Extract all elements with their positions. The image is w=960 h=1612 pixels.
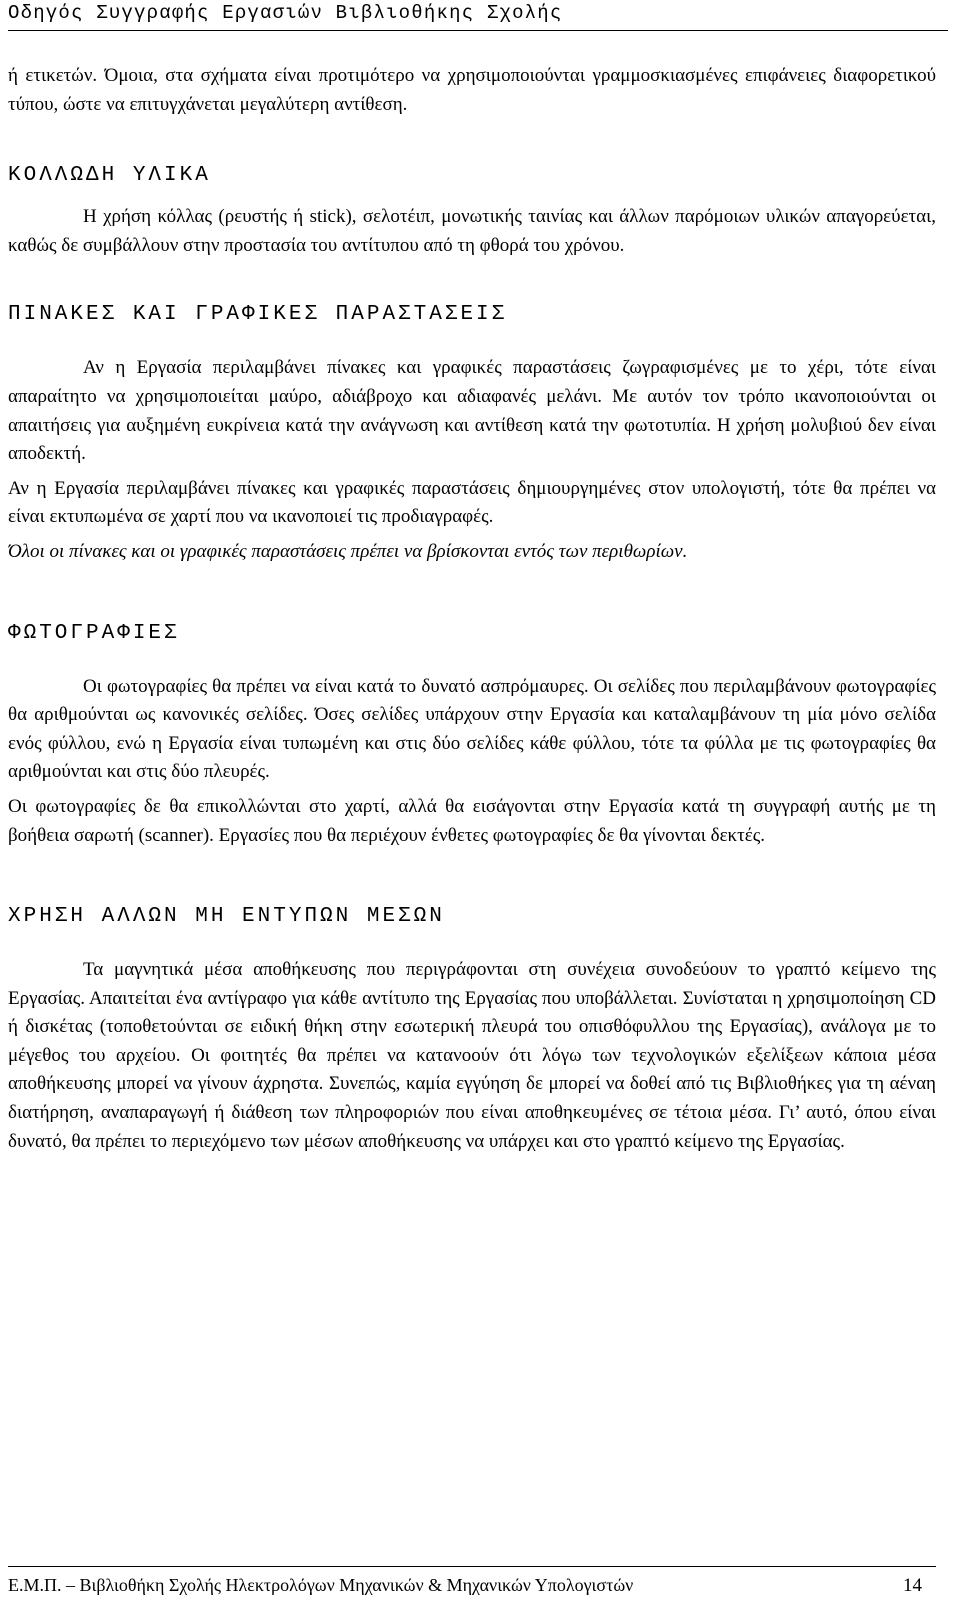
page-body (8, 62, 936, 1156)
photos-paragraph-2: Οι φωτογραφίες δε θα επικολλώνται στο χαρτί, αλλά θα εισάγονται στην Εργασία κατά τη συγγραφή αυτής με τη βοήθεια σαρωτή (scanner). Εργασίες που θα περιέχουν ένθετες φωτογραφίες δε θα γίνονται δεκτές. (8, 795, 936, 846)
tables-paragraph-1: Αν η Εργασία περιλαμβάνει πίνακες και γραφικές παραστάσεις ζωγραφισμένες με το χέρι, τότε είναι απαραίτητο να χρησιμοποιείται μαύρο, αδιάβροχο και αδιαφανές μελάνι. Με αυτόν τον τρόπο ικανοποιούνται οι απαιτήσεις για αυξημένη ευκρίνεια κατά την ανάγνωση και αντίθεση κατά την φωτοτυπία. Η χρήση μολυβιού δεν είναι αποδεκτή. (8, 357, 936, 465)
footer-text: Ε.Μ.Π. – Βιβλιοθήκη Σχολής Ηλεκτρολόγων Μηχανικών & Μηχανικών Υπολογιστών (8, 1575, 634, 1595)
glue-paragraph: Η χρήση κόλλας (ρευστής ή stick), σελοτέιπ, μονωτικής ταινίας και άλλων παρόμοιων υλικών απαγορεύεται, καθώς δε συμβάλλουν στην προστασία του αντίτυπου από τη φθορά του χρόνου. (8, 206, 936, 256)
section-heading-photos: ΦΩΤΟΓΡΑΦΙΕΣ (8, 621, 180, 645)
tables-paragraph-3: Όλοι οι πίνακες και οι γραφικές παραστάσεις πρέπει να βρίσκονται εντός των περιθωρίων. (8, 540, 688, 562)
section-heading-tables: ΠΙΝΑΚΕΣ ΚΑΙ ΓΡΑΦΙΚΕΣ ΠΑΡΑΣΤΑΣΕΙΣ (8, 303, 508, 327)
intro-paragraph: ή ετικετών. Όμοια, στα σχήματα είναι προτιμότερο να χρησιμοποιούνται γραμμοσκιασμένες επιφάνειες διαφορετικού τύπου, ώστε να επιτυγχάνεται μεγαλύτερη αντίθεση. (8, 65, 936, 115)
media-paragraph: Τα μαγνητικά μέσα αποθήκευσης που περιγράφονται στη συνέχεια συνοδεύουν το γραπτό κείμενο της Εργασίας. Απαιτείται ένα αντίγραφο για κάθε αντίτυπο της Εργασίας που υποβάλλεται. Συνίσταται η χρησιμοποίηση CD ή δισκέτας (τοποθετούνται σε ειδική θήκη στην εσωτερική πλευρά του οπισθόφυλλου της Εργασίας), ανάλογα με το μέγεθος του αρχείου. Οι φοιτητές θα πρέπει να κατανοούν ότι λόγω των τεχνολογικών εξελίξεων κάποια μέσα αποθήκευσης μπορεί να γίνουν άχρηστα. Συνεπώς, καμία εγγύηση δε μπορεί να δοθεί από τις Βιβλιοθήκες για τη αέναη διατήρηση, αναπαραγωγή ή διάθεση των πληροφοριών που είναι αποθηκευμένες σε τέτοια μέσα. Γι’ αυτό, όπου είναι δυνατό, θα πρέπει το περιεχόμενο των μέσων αποθήκευσης να υπάρχει και στο γραπτό κείμενο της Εργασίας. (8, 959, 936, 1152)
page-number: 14 (903, 1575, 922, 1596)
section-heading-glue: ΚΟΛΛΩΔΗ ΥΛΙΚΑ (8, 164, 211, 188)
tables-paragraph-2: Αν η Εργασία περιλαμβάνει πίνακες και γραφικές παραστάσεις δημιουργημένες στον υπολογιστή, τότε θα πρέπει να είναι εκτυπωμένα σε χαρτί που να ικανοποιεί τις προδιαγραφές. (8, 477, 936, 528)
running-header: Οδηγός Συγγραφής Εργασιών Βιβλιοθήκης Σχολής (8, 0, 948, 31)
page-footer (8, 1566, 936, 1600)
photos-paragraph-1: Οι φωτογραφίες θα πρέπει να είναι κατά το δυνατό ασπρόμαυρες. Οι σελίδες που περιλαμβάνουν φωτογραφίες θα αριθμούνται ως κανονικές σελίδες. Όσες σελίδες υπάρχουν στην Εργασία και καταλαμβάνουν τη μία μόνο σελίδα ενός φύλλου, ενώ η Εργασία είναι τυπωμένη και στις δύο σελίδες κάθε φύλλου, τότε τα φύλλα με τις φωτογραφίες θα αριθμούνται και στις δύο πλευρές. (8, 675, 936, 783)
section-heading-media: ΧΡΗΣΗ ΑΛΛΩΝ ΜΗ ΕΝΤΥΠΩΝ ΜΕΣΩΝ (8, 905, 445, 929)
